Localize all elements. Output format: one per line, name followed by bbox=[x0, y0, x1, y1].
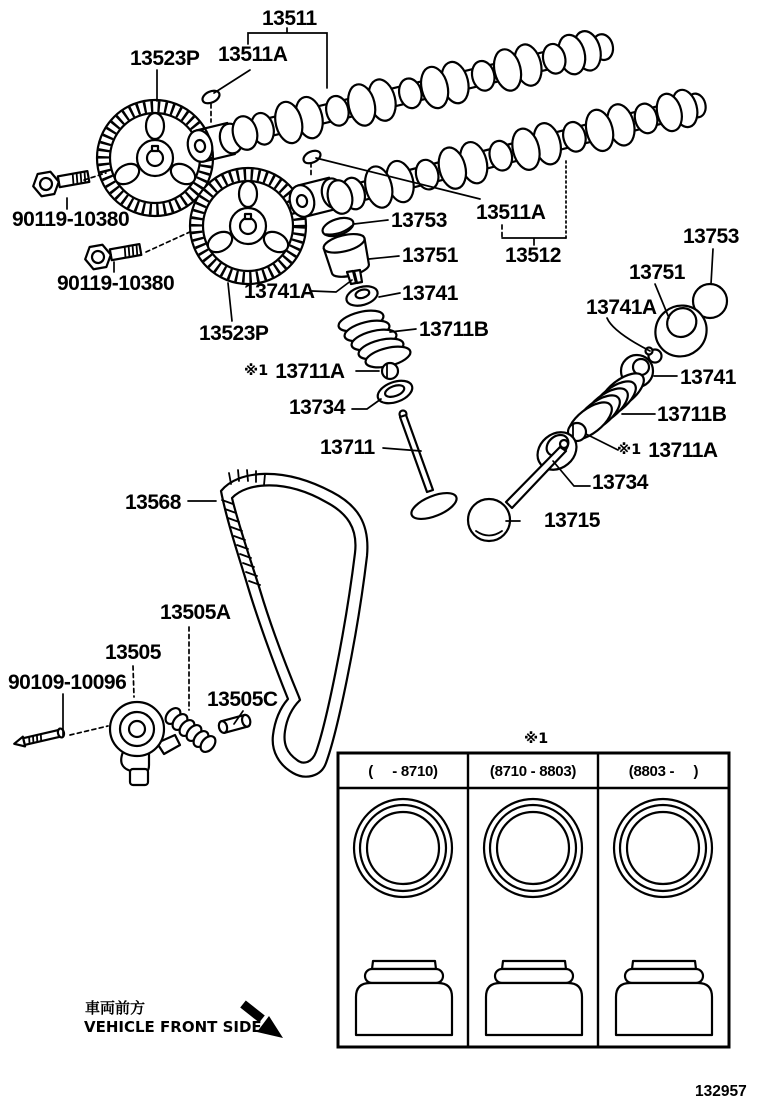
callout-gear-top: 13523P bbox=[130, 47, 200, 70]
callout-seat-right: 13734 bbox=[592, 471, 648, 494]
callout-spring-right: 13711B bbox=[657, 403, 727, 426]
note-symbol-right: ※1 bbox=[617, 442, 642, 459]
callout-tensioner-spring: 13505A bbox=[160, 601, 231, 624]
callout-camshaft-no1: 13511 bbox=[262, 7, 317, 30]
callout-retainer-right: 13741 bbox=[680, 366, 736, 389]
valve-keeper-left bbox=[382, 363, 398, 379]
straight-pin-bottom bbox=[302, 148, 323, 166]
callout-retainer-left: 13741 bbox=[402, 282, 458, 305]
callout-keeper-left: 13711A bbox=[275, 360, 345, 383]
front-side-label-en: VEHICLE FRONT SIDE bbox=[84, 1018, 262, 1036]
timing-belt bbox=[221, 470, 367, 777]
callout-keeper-right-group bbox=[617, 440, 718, 461]
note-symbol-left: ※1 bbox=[244, 363, 269, 380]
table-ring-illustrations bbox=[354, 799, 712, 897]
table-header-col1: ( - 8710) bbox=[368, 762, 438, 780]
callout-tensioner: 13505 bbox=[105, 641, 161, 664]
table-note-symbol: ※1 bbox=[524, 731, 549, 747]
callout-keeper-right: 13711A bbox=[648, 439, 718, 462]
spring-seat-left bbox=[375, 376, 416, 407]
callout-keeper-left-group bbox=[244, 361, 345, 382]
callout-valve-intake: 13711 bbox=[320, 436, 375, 459]
callout-collet-left: 13741A bbox=[244, 280, 315, 303]
callout-stud: 90109-10096 bbox=[8, 671, 127, 694]
callout-spring-left: 13711B bbox=[419, 318, 489, 341]
bolt-2 bbox=[83, 238, 142, 270]
callout-lifter-right: 13751 bbox=[629, 261, 685, 284]
valve-spring-left bbox=[337, 307, 413, 372]
bolt-1 bbox=[31, 165, 90, 197]
callout-pin-bottom: 13511A bbox=[476, 201, 546, 224]
callout-pin-top: 13511A bbox=[218, 43, 288, 66]
callout-seat-left: 13734 bbox=[289, 396, 345, 419]
intake-valve bbox=[400, 411, 460, 525]
table-header-col2: (8710 - 8803) bbox=[489, 762, 577, 780]
spring-retainer-left bbox=[344, 283, 380, 309]
figure-code: 132957 bbox=[695, 1083, 747, 1100]
callout-shim-right: 13753 bbox=[683, 225, 739, 248]
callout-tensioner-pin: 13505C bbox=[207, 688, 278, 711]
callout-gear-bottom: 13523P bbox=[199, 322, 269, 345]
cam-gear-2 bbox=[190, 168, 306, 284]
table-seal-illustrations bbox=[356, 961, 712, 1035]
callout-collet-right: 13741A bbox=[586, 296, 657, 319]
callout-camshaft-no2: 13512 bbox=[505, 244, 561, 267]
callout-lifter-left: 13751 bbox=[402, 244, 458, 267]
front-side-label-jp: 車両前方 bbox=[85, 999, 146, 1017]
callout-bolt-top: 90119-10380 bbox=[12, 208, 130, 231]
callout-bolt-bottom: 90119-10380 bbox=[57, 272, 175, 295]
stud-bolt bbox=[13, 727, 65, 748]
table-header-col3: (8803 - ) bbox=[628, 762, 699, 780]
callout-shim-left: 13753 bbox=[391, 209, 447, 232]
callout-belt: 13568 bbox=[125, 491, 181, 514]
callout-valve-exhaust: 13715 bbox=[544, 509, 600, 532]
